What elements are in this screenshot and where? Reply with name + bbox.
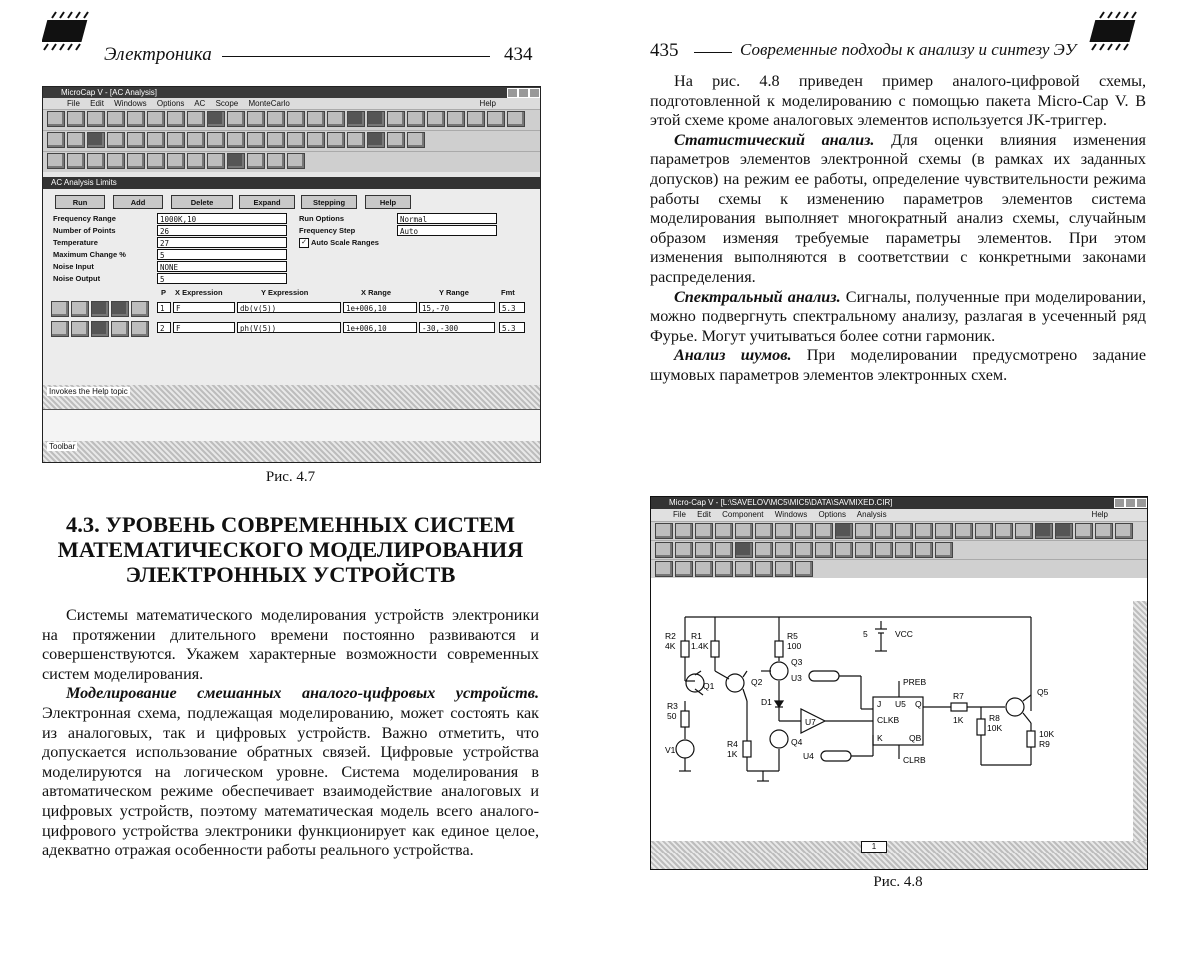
label-r7: R7 [953,691,964,701]
tool-button[interactable] [915,523,933,539]
tool-button[interactable] [267,111,285,127]
row-icons [51,301,151,315]
status-bar-bottom [43,441,540,462]
label-v1: V1 [665,745,676,755]
tool-button[interactable] [67,153,85,169]
tool-button[interactable] [755,561,773,577]
tool-button[interactable] [675,561,693,577]
label-r3: R3 [667,701,678,711]
tool-button[interactable] [127,111,145,127]
label-u3: U3 [791,673,802,683]
tool-button[interactable] [815,542,833,558]
auto-scale-checkbox[interactable]: ✓ [299,238,309,248]
paragraph-lead: Моделирование смешанных аналого-цифровых устройств. [66,684,539,703]
tool-button[interactable] [1035,523,1053,539]
label-vcc-num: 5 [863,629,868,639]
tool-button[interactable] [207,111,225,127]
tool-button[interactable] [695,542,713,558]
tool-button[interactable] [147,111,165,127]
tool-button[interactable] [427,111,445,127]
grid-icon[interactable] [71,321,89,337]
tool-button[interactable] [735,542,753,558]
tool-button[interactable] [227,153,245,169]
toolbar-row-1 [651,521,1147,540]
chip-logo-right [1088,10,1148,54]
tool-button[interactable] [207,132,225,148]
label-r1-value: 1.4K [691,641,709,651]
tool-button[interactable] [467,111,485,127]
tool-button[interactable] [975,523,993,539]
label-q4: Q4 [791,737,803,747]
table-cell-y[interactable]: ph(V(5)) [237,322,341,333]
tool-button[interactable] [655,523,673,539]
paragraph-body: Сигналы, полученные при моделировании, можно подвергнуть спектральному анализу, разлагая в усеченный ряд Фурье. Могут учитываться более сотни гармоник. [650,287,1147,345]
status-bar [651,853,1147,869]
field-label: Noise Input [53,262,94,271]
tool-button[interactable] [407,111,425,127]
tool-button[interactable] [307,111,325,127]
menu-ac[interactable]: AC [194,99,206,108]
head-rule [694,52,732,53]
label-r2-value: 4K [665,641,676,651]
header-x-expression: X Expression [175,288,223,297]
tool-button[interactable] [855,523,873,539]
paragraph [650,131,1146,288]
tool-button[interactable] [715,542,733,558]
status-area [43,409,540,442]
toolbar-row-2 [651,540,1147,559]
heading-line: ЭЛЕКТРОННЫХ УСТРОЙСТВ [125,562,456,587]
paragraph-body: Электронная схема, подлежащая моделированию, может состоять как из аналоговых, так и цифровых устройств. Важно отметить, что допускается использование обратных связей. Цифровые устройства моделируются на логическом уровне. Система моделирования в автоматическом режиме обеспечивает взаимодействие аналоговых и цифровых устройств, поэтому математическая модель всего аналого-цифрового устройства электроники функционирует как единое целое, адекватно отражая особенности работы реального устройства. [42,703,539,860]
tool-button[interactable] [895,542,913,558]
paragraph-lead: Статистический анализ. [674,130,875,149]
paragraph [650,346,1146,385]
tool-button[interactable] [87,132,105,148]
label-r8: R8 [989,713,1000,723]
heading-line: 4.3. УРОВЕНЬ СОВРЕМЕННЫХ СИСТЕМ [66,512,515,537]
tool-button[interactable] [207,153,225,169]
label-q5: Q5 [1037,687,1049,697]
running-head: Современные подходы к анализу и синтезу ЭУ [740,40,1077,59]
menu-component[interactable]: Component [722,510,764,519]
delete-button[interactable]: Delete [171,195,233,209]
tool-button[interactable] [855,542,873,558]
head-rule [222,56,490,57]
label-preb: PREB [903,677,927,687]
tool-button[interactable] [955,523,973,539]
tool-button[interactable] [695,561,713,577]
label-vcc: VCC [895,629,913,639]
close-icon[interactable] [1136,498,1147,508]
label-r8-value: 10K [987,723,1003,733]
label-u4: U4 [803,751,814,761]
window-titlebar [43,87,540,98]
color-icon[interactable] [111,301,129,317]
frequency-step-select[interactable]: Auto [397,225,497,236]
tool-button[interactable] [127,132,145,148]
line-style-icon[interactable] [51,301,69,317]
tool-button[interactable] [67,132,85,148]
paragraph [42,684,539,860]
tool-button[interactable] [675,542,693,558]
label-r3-value: 50 [667,711,677,721]
paragraph [650,288,1146,347]
label-u7: U7 [805,717,816,727]
running-head: Электроника [104,44,212,65]
tool-button[interactable] [287,132,305,148]
label-r9: R9 [1039,739,1050,749]
paragraph-body: Для оценки влияния изменения параметров элементов электронной схемы (в рамках их заданных допусков) на режим ее работы, определение чувствительности режима работы схемы к изменению параметров элементов система моделирования выполняет многократный анализ схемы, случайным образом изменяя требуемые параметры элементов. При этом изменения выполняются в соответствии с конкретными законами распределения. [650,130,1147,286]
tool-button[interactable] [167,132,185,148]
tool-button[interactable] [67,111,85,127]
table-cell-fmt[interactable]: 5.3 [499,322,525,333]
tool-button[interactable] [935,542,953,558]
frequency-step-label: Frequency Step [299,226,356,235]
menu-help[interactable]: Help [1091,510,1108,519]
menu-help[interactable]: Help [479,99,496,108]
frequency-range-input[interactable]: 1000K,10 [157,213,287,224]
status-text: Toolbar [49,442,76,451]
tool-button[interactable] [775,542,793,558]
status-text: Invokes the Help topic [49,387,128,396]
window-titlebar [651,497,1147,509]
chip-logo-left [42,10,102,54]
tool-button[interactable] [187,153,205,169]
tool-button[interactable] [755,523,773,539]
header-fmt: Fmt [501,288,515,297]
field-label: Noise Output [53,274,101,283]
menu-windows[interactable]: Windows [114,99,147,108]
field-label: Temperature [53,238,98,247]
stepping-button[interactable]: Stepping [301,195,357,209]
tool-button[interactable] [187,111,205,127]
label-j: J [877,699,882,709]
close-icon[interactable] [529,88,540,98]
tool-button[interactable] [167,111,185,127]
run-options-label: Run Options [299,214,344,223]
label-r9-value: 10K [1039,729,1055,739]
table-cell-p[interactable]: 1 [157,302,171,313]
toolbar-row-2 [43,130,540,151]
tool-button[interactable] [715,561,733,577]
tool-button[interactable] [367,132,385,148]
tool-button[interactable] [287,153,305,169]
header-y-range: Y Range [439,288,469,297]
tool-button[interactable] [107,132,125,148]
color-icon[interactable] [111,321,129,337]
temperature-input[interactable]: 27 [157,237,287,248]
tool-button[interactable] [1015,523,1033,539]
menu-edit[interactable]: Edit [90,99,104,108]
minimize-icon[interactable] [507,88,518,98]
menu-options[interactable]: Options [156,99,185,108]
menu-options[interactable]: Options [818,510,847,519]
table-cell-p[interactable]: 2 [157,322,171,333]
dialog-title: AC Analysis Limits [51,178,117,187]
line-style-icon[interactable] [51,321,69,337]
tool-button[interactable] [655,542,673,558]
menu-bar [43,98,540,109]
field-label: Number of Points [53,226,116,235]
tool-button[interactable] [1095,523,1113,539]
format-icon[interactable] [131,321,149,337]
tool-button[interactable] [655,561,673,577]
window-title: Micro-Cap V - [L:\SAVELOV\MC5\MIC5\DATA\SAVMIXED.CIR] [669,498,893,507]
maximum-change-input[interactable]: 5 [157,249,287,260]
menu-scope[interactable]: Scope [215,99,239,108]
number-of-points-input[interactable]: 26 [157,225,287,236]
tool-button[interactable] [915,542,933,558]
tool-button[interactable] [675,523,693,539]
paragraph: Системы математического моделирования устройств электроники на протяжении длительного времени постоянно развиваются и совершенствуются. Укажем характерные возможности современных систем моделирования. [42,606,539,683]
label-r2: R2 [665,631,676,641]
tool-button[interactable] [227,132,245,148]
field-label: Frequency Range [53,214,116,223]
field-label: Maximum Change % [53,250,126,259]
auto-scale-label: Auto Scale Ranges [311,238,379,247]
tool-button[interactable] [407,132,425,148]
tool-button[interactable] [875,542,893,558]
schematic-canvas[interactable] [651,601,1131,841]
dialog-titlebar [43,177,540,189]
tool-button[interactable] [167,153,185,169]
menu-montecarlo[interactable]: MonteCarlo [248,99,290,108]
tool-button[interactable] [1055,523,1073,539]
tool-button[interactable] [775,523,793,539]
paragraph-lead: Спектральный анализ. [674,287,841,306]
minimize-icon[interactable] [1114,498,1125,508]
table-cell-x[interactable]: F [173,302,235,313]
header-p: P [161,288,167,297]
tool-button[interactable] [795,561,813,577]
menu-analysis[interactable]: Analysis [856,510,887,519]
label-d1: D1 [761,697,772,707]
tool-button[interactable] [935,523,953,539]
ac-analysis-screenshot [42,86,541,463]
tool-button[interactable] [755,542,773,558]
tool-button[interactable] [187,132,205,148]
table-cell-y[interactable]: db(v(5)) [237,302,341,313]
section-heading [42,512,539,587]
page-number: 435 [650,40,679,61]
tool-button[interactable] [107,111,125,127]
label-q2: Q2 [751,677,763,687]
label-q1: Q1 [703,681,715,691]
tool-button[interactable] [895,523,913,539]
tool-button[interactable] [995,523,1013,539]
label-r4: R4 [727,739,738,749]
format-icon[interactable] [131,301,149,317]
toolbar-row-1 [43,109,540,130]
status-bar-top [43,385,540,409]
row-icons [51,321,151,335]
tool-button[interactable] [447,111,465,127]
tool-button[interactable] [147,132,165,148]
tool-button[interactable] [735,561,753,577]
menu-file[interactable]: File [67,99,80,108]
tool-button[interactable] [307,132,325,148]
label-r1: R1 [691,631,702,641]
menu-file[interactable]: File [673,510,686,519]
table-cell-fmt[interactable]: 5.3 [499,302,525,313]
horizontal-scrollbar[interactable] [651,841,1147,853]
paragraph-body: При моделировании предусмотрено задание шумовых параметров элементов электронных схем. [650,346,1147,384]
tool-button[interactable] [267,132,285,148]
window-title: MicroCap V - [AC Analysis] [61,88,158,97]
tool-button[interactable] [87,111,105,127]
run-button[interactable]: Run [55,195,105,209]
tool-button[interactable] [327,132,345,148]
tool-button[interactable] [47,132,65,148]
noise-input-field[interactable]: NONE [157,261,287,272]
tool-button[interactable] [1075,523,1093,539]
tool-button[interactable] [735,523,753,539]
vertical-scrollbar[interactable] [1133,601,1147,841]
paragraph: На рис. 4.8 приведен пример аналого-цифровой схемы, подготовленной к моделированию с помощью пакета Micro-Cap V. В этой схеме кроме аналоговых элементов используется JK-триггер. [650,72,1146,130]
tool-button[interactable] [875,523,893,539]
tool-button[interactable] [247,132,265,148]
tool-button[interactable] [815,523,833,539]
tool-button[interactable] [835,542,853,558]
tool-button[interactable] [387,111,405,127]
tool-button[interactable] [347,111,365,127]
menu-windows[interactable]: Windows [774,510,808,519]
microcap-screenshot [650,496,1148,870]
header-y-expression: Y Expression [261,288,309,297]
add-button[interactable]: Add [113,195,163,209]
label-clrb: CLRB [903,755,926,765]
figure-caption: Рис. 4.7 [265,469,316,485]
label-u5: U5 [895,699,906,709]
label-r5-value: 100 [787,641,802,651]
tool-button[interactable] [795,542,813,558]
table-cell-yrange[interactable]: 15,-70 [419,302,495,313]
toolbar-row-3 [651,559,1147,578]
label-r5: R5 [787,631,798,641]
tool-button[interactable] [795,523,813,539]
label-clkb: CLKB [877,715,900,725]
page-number: 434 [504,44,533,65]
left-body-text [42,606,539,861]
tool-button[interactable] [327,111,345,127]
tool-button[interactable] [247,153,265,169]
paragraph-lead: Анализ шумов. [674,346,792,365]
tool-button[interactable] [775,561,793,577]
color-icon[interactable] [91,301,109,317]
tool-button[interactable] [227,111,245,127]
label-r4-value: 1K [727,749,738,759]
heading-line: МАТЕМАТИЧЕСКОГО МОДЕЛИРОВАНИЯ [57,537,524,562]
menu-bar [651,509,1147,521]
dialog-body [43,189,540,385]
maximize-icon[interactable] [1125,498,1136,508]
figure-caption: Рис. 4.8 [873,874,923,890]
tool-button[interactable] [147,153,165,169]
menu-edit[interactable]: Edit [697,510,711,519]
label-qb: QB [909,733,922,743]
tool-button[interactable] [1115,523,1133,539]
table-cell-xrange[interactable]: 1e+006,10 [343,302,417,313]
grid-icon[interactable] [71,301,89,317]
tool-button[interactable] [347,132,365,148]
label-k: K [877,733,883,743]
table-cell-xrange[interactable]: 1e+006,10 [343,322,417,333]
tool-button[interactable] [487,111,505,127]
tool-button[interactable] [87,153,105,169]
tool-button[interactable] [835,523,853,539]
label-q: Q [915,699,922,709]
tool-button[interactable] [47,111,65,127]
table-cell-yrange[interactable]: -30,-300 [419,322,495,333]
tool-button[interactable] [387,132,405,148]
noise-output-field[interactable]: 5 [157,273,287,284]
table-cell-x[interactable]: F [173,322,235,333]
tool-button[interactable] [507,111,525,127]
tool-button[interactable] [47,153,65,169]
page-tab[interactable]: 1 [861,841,887,853]
tool-button[interactable] [127,153,145,169]
expand-button[interactable]: Expand [239,195,295,209]
toolbar-row-3 [43,151,540,172]
maximize-icon[interactable] [518,88,529,98]
right-body-text [650,72,1146,386]
help-button[interactable]: Help [365,195,411,209]
header-x-range: X Range [361,288,392,297]
tool-button[interactable] [107,153,125,169]
tool-button[interactable] [367,111,385,127]
tool-button[interactable] [287,111,305,127]
label-q3: Q3 [791,657,803,667]
label-r7-value: 1K [953,715,964,725]
tool-button[interactable] [267,153,285,169]
run-options-select[interactable]: Normal [397,213,497,224]
color-icon[interactable] [91,321,109,337]
tool-button[interactable] [695,523,713,539]
tool-button[interactable] [715,523,733,539]
tool-button[interactable] [247,111,265,127]
